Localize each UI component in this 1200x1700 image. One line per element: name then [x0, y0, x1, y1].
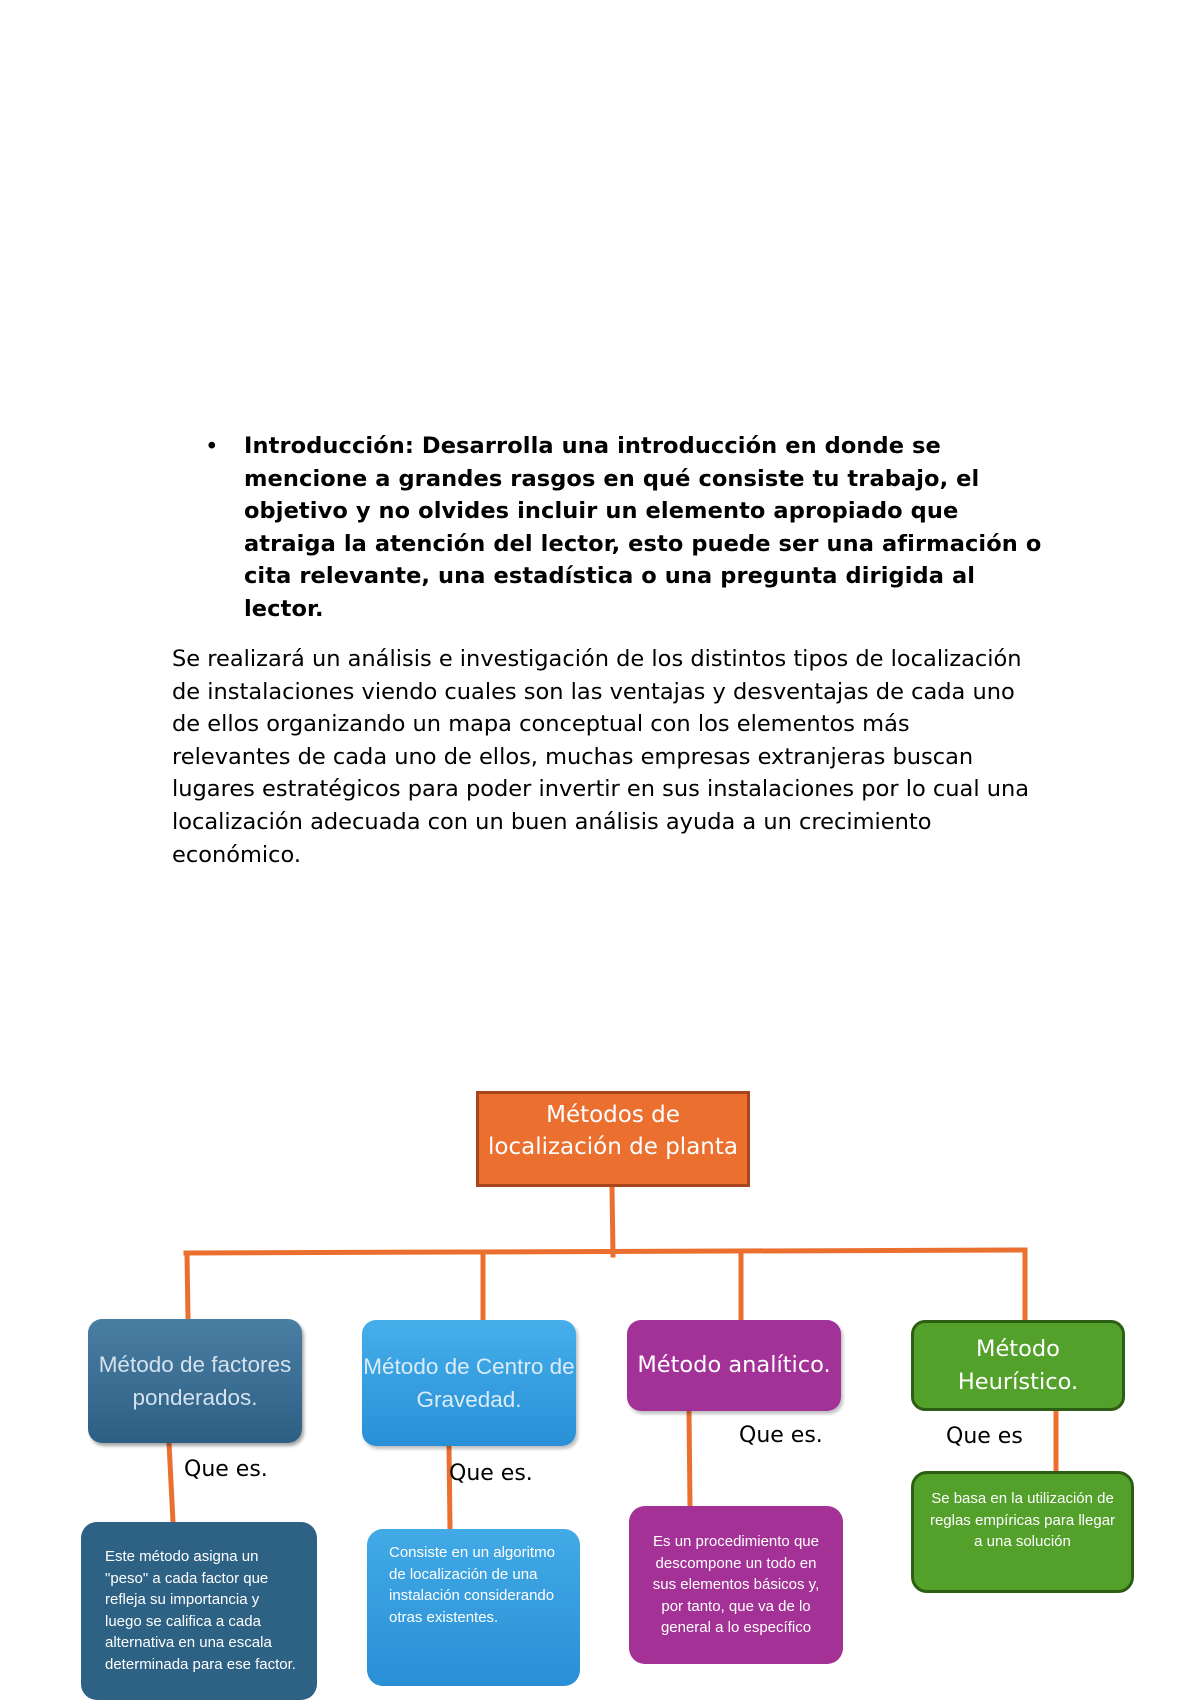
question-label: Que es [946, 1424, 1023, 1449]
description-node-analytic [629, 1506, 843, 1664]
description-node-heuristic [911, 1471, 1134, 1593]
method-title: Método analítico. [637, 1352, 831, 1378]
list-bullet: • [205, 434, 219, 460]
description-text: Este método asigna un "peso" a cada factor que refleja su importancia y luego se califica a cada alternativa en una escala determinada para ese factor. [105, 1548, 296, 1673]
connector-root-down [612, 1187, 613, 1255]
connector-method-2-desc [449, 1446, 450, 1529]
intro-heading: Introducción: Desarrolla una introducción en donde se mencione a grandes rasgos en qué consiste tu trabajo, el objetivo y no olvides incluir un elemento apropiado que atraiga la atención del lector, esto puede ser una afirmación o cita relevante, una estadística o una pregunta dirigida al lector. [244, 433, 1042, 622]
method-node-weighted-factors [88, 1319, 302, 1443]
connector-to-method-1 [187, 1253, 188, 1319]
question-label: Que es. [739, 1423, 823, 1448]
root-node-label: Métodos de localización de planta [488, 1102, 738, 1160]
root-node [476, 1091, 750, 1187]
method-title: Método de Centro de Gravedad. [363, 1354, 575, 1412]
connector-horizontal [186, 1250, 1025, 1253]
method-title: Método de factores ponderados. [98, 1352, 292, 1410]
description-text: Se basa en la utilización de reglas empíricas para llegar a una solución [929, 1490, 1116, 1550]
description-text: Consiste en un algoritmo de localización de una instalación considerando otras existentes. [389, 1544, 555, 1626]
description-text: Es un procedimiento que descompone un todo en sus elementos básicos y, por tanto, que va de lo general a lo específico [652, 1533, 820, 1637]
connector-method-3-desc [689, 1411, 690, 1506]
method-node-heuristic [911, 1320, 1125, 1411]
method-title: Método Heurístico. [957, 1335, 1079, 1395]
intro-paragraph: Se realizará un análisis e investigación de los distintos tipos de localización de instalaciones viendo cuales son las ventajas y desventajas de cada uno de ellos organizando un mapa conceptual con los elementos más relevantes de cada uno de ellos, muchas empresas extranjeras buscan lugares estratégicos para poder invertir en sus instalaciones por lo cual una localización adecuada con un buen análisis ayuda a un crecimiento económico. [172, 646, 1030, 868]
question-label: Que es. [184, 1457, 268, 1482]
method-node-center-of-gravity [362, 1320, 576, 1446]
question-label: Que es. [449, 1461, 533, 1486]
connector-method-1-desc [169, 1443, 173, 1522]
description-node-center-of-gravity [367, 1529, 580, 1686]
description-node-weighted-factors [81, 1522, 317, 1700]
method-node-analytic [627, 1320, 841, 1411]
